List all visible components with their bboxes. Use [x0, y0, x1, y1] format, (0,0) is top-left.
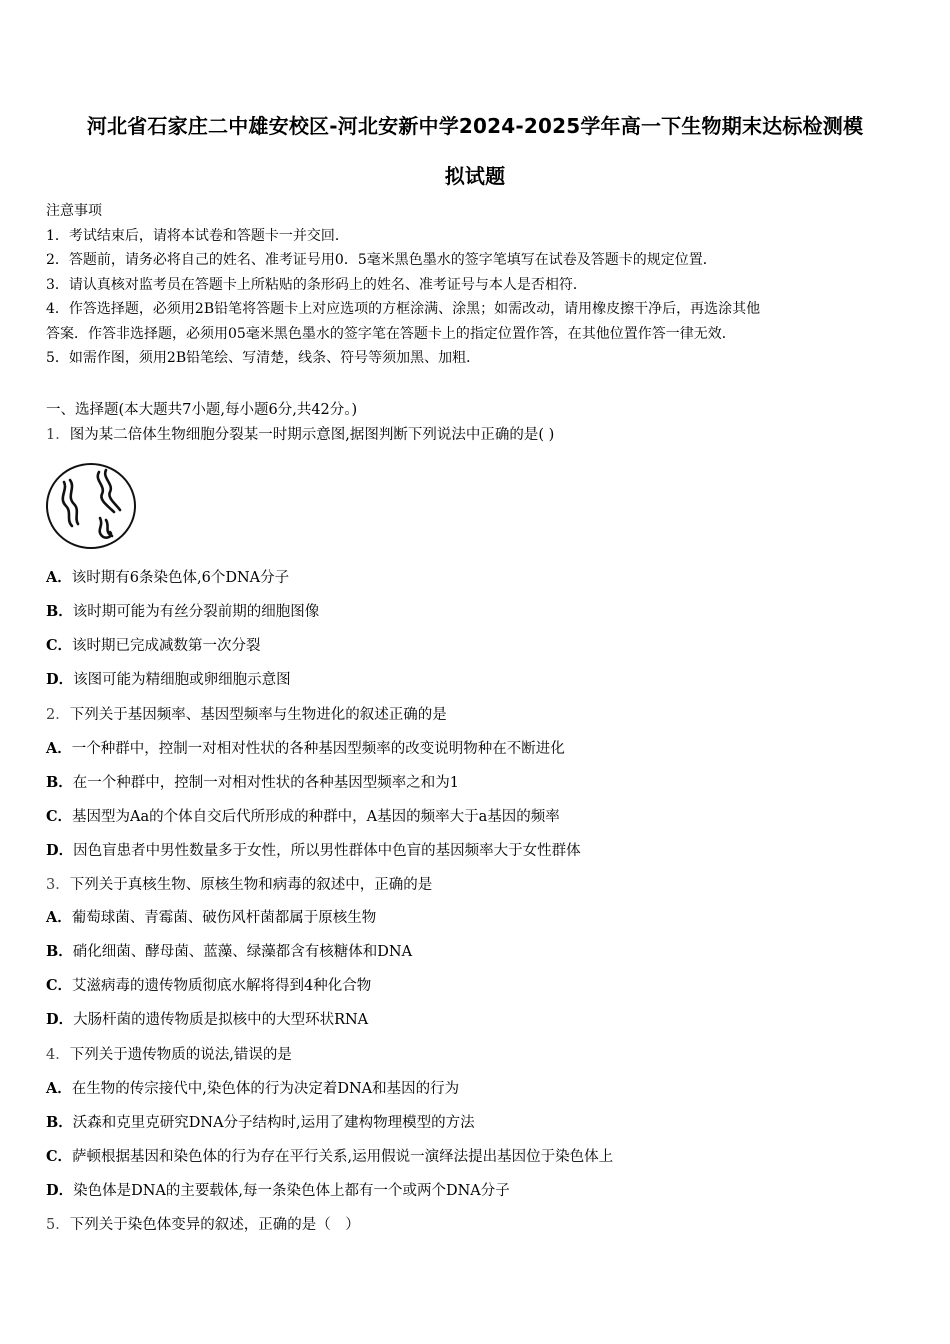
option-2-b: [46, 771, 906, 795]
notice-item-3: 3．请认真核对监考员在答题卡上所粘贴的条形码上的姓名、准考证号与本人是否相符．: [46, 276, 587, 293]
option-label: B．: [46, 1114, 73, 1131]
option-text: 葡萄球菌、青霉菌、破伤风杆菌都属于原核生物: [71, 910, 377, 926]
option-2-d: [46, 839, 906, 863]
option-1-b: [46, 600, 906, 624]
option-label: B．: [46, 774, 73, 791]
question-number: 5．: [46, 1217, 70, 1233]
option-label: C．: [46, 808, 73, 825]
chromosome-2: [70, 480, 78, 524]
option-3-a: [46, 906, 906, 930]
option-text: 因色盲患者中男性数量多于女性，所以男性群体中色盲的基因频率大于女性群体: [73, 843, 581, 859]
option-label: D．: [46, 842, 74, 859]
option-4-c: [46, 1145, 906, 1169]
paper-title-line-1: 河北省石家庄二中雄安校区-河北安新中学2024-2025学年高一下生物期末达标检测模: [86, 114, 864, 138]
option-label: A．: [46, 1080, 72, 1097]
option-label: C．: [46, 977, 73, 994]
option-text: 染色体是DNA的主要载体,每一条染色体上都有一个或两个DNA分子: [73, 1183, 510, 1199]
option-text: 在一个种群中，控制一对相对性状的各种基因型频率之和为1: [72, 775, 459, 791]
option-4-b: [46, 1111, 906, 1135]
option-text: 艾滋病毒的遗传物质彻底水解将得到4种化合物: [72, 978, 372, 994]
question-2: [46, 703, 906, 727]
option-text: 硝化细菌、酵母菌、蓝藻、绿藻都含有核糖体和DNA: [72, 944, 413, 960]
question-5: [46, 1213, 906, 1237]
option-1-d: [46, 668, 906, 692]
option-label: D．: [46, 1182, 74, 1199]
question-4: [46, 1043, 906, 1067]
option-label: A．: [46, 740, 72, 757]
option-text: 该时期有6条染色体,6个DNA分子: [71, 570, 290, 586]
option-text: 基因型为Aa的个体自交后代所形成的种群中，A基因的频率大于a基因的频率: [72, 809, 560, 825]
option-label: A．: [46, 569, 72, 586]
option-label: A．: [46, 909, 72, 926]
option-label: B．: [46, 943, 73, 960]
question-stem: 下列关于遗传物质的说法,错误的是: [69, 1047, 292, 1063]
notice-item-5: 5．如需作图，须用2B铅笔绘、写清楚，线条、符号等须加黑、加粗．: [46, 350, 481, 366]
notice-item-4: 4．作答选择题，必须用2B铅笔将答题卡上对应选项的方框涂满、涂黑；如需改动，请用橡皮擦干净后，再选涂其他: [46, 301, 761, 317]
question-1: [46, 423, 906, 447]
option-text: 一个种群中，控制一对相对性状的各种基因型频率的改变说明物种在不断进化: [71, 741, 565, 757]
option-2-c: [46, 805, 906, 829]
cell-membrane: [47, 464, 135, 548]
option-4-a: [46, 1077, 906, 1101]
option-text: 该时期已完成减数第一次分裂: [72, 638, 261, 654]
chromosomes: [63, 470, 120, 538]
notice-item-2: 2．答题前，请务必将自己的姓名、准考证号用0．5毫米黑色墨水的签字笔填写在试卷及答题卡的规定位置．: [46, 252, 717, 268]
option-label: D．: [46, 1011, 74, 1028]
notice-heading: 注意事项: [46, 203, 102, 219]
question-stem: 下列关于基因频率、基因型频率与生物进化的叙述正确的是: [69, 707, 447, 723]
question-number: 1．: [46, 427, 70, 443]
option-1-a: [46, 566, 906, 590]
question-number: 4．: [46, 1047, 70, 1063]
cell-division-diagram: [44, 462, 140, 550]
option-label: B．: [46, 603, 73, 620]
section-heading: 一、选择题(本大题共7小题,每小题6分,共42分。): [46, 402, 358, 418]
question-3: [46, 873, 906, 897]
notice-item-4-cont: 答案．作答非选择题，必须用05毫米黑色墨水的签字笔在答题卡上的指定位置作答，在其他位置作答一律无效．: [46, 325, 736, 342]
option-3-d: [46, 1008, 906, 1032]
option-text: 萨顿根据基因和染色体的行为存在平行关系,运用假说一演绎法提出基因位于染色体上: [72, 1149, 614, 1165]
option-3-c: [46, 974, 906, 998]
option-text: 沃森和克里克研究DNA分子结构时,运用了建构物理模型的方法: [72, 1115, 475, 1131]
option-label: D．: [46, 671, 74, 688]
notice-block: [46, 199, 908, 371]
option-label: C．: [46, 637, 73, 654]
option-label: C．: [46, 1148, 73, 1165]
question-stem: 下列关于真核生物、原核生物和病毒的叙述中，正确的是: [69, 877, 433, 893]
option-2-a: [46, 737, 906, 761]
option-1-c: [46, 634, 906, 658]
option-4-d: [46, 1179, 906, 1203]
paper-title-line-2: 拟试题: [444, 164, 506, 188]
option-text: 在生物的传宗接代中,染色体的行为决定着DNA和基因的行为: [71, 1081, 460, 1097]
option-text: 该图可能为精细胞或卵细胞示意图: [73, 672, 291, 688]
question-number: 3．: [46, 877, 70, 893]
question-stem: 下列关于染色体变异的叙述，正确的是（ ）: [69, 1217, 360, 1233]
question-number: 2．: [46, 707, 70, 723]
notice-item-1: 1．考试结束后，请将本试卷和答题卡一并交回．: [46, 227, 349, 244]
question-stem: 图为某二倍体生物细胞分裂某一时期示意图,据图判断下列说法中正确的是( ): [69, 427, 555, 443]
option-text: 该时期可能为有丝分裂前期的细胞图像: [72, 604, 320, 620]
option-text: 大肠杆菌的遗传物质是拟核中的大型环状RNA: [73, 1012, 369, 1028]
option-3-b: [46, 940, 906, 964]
